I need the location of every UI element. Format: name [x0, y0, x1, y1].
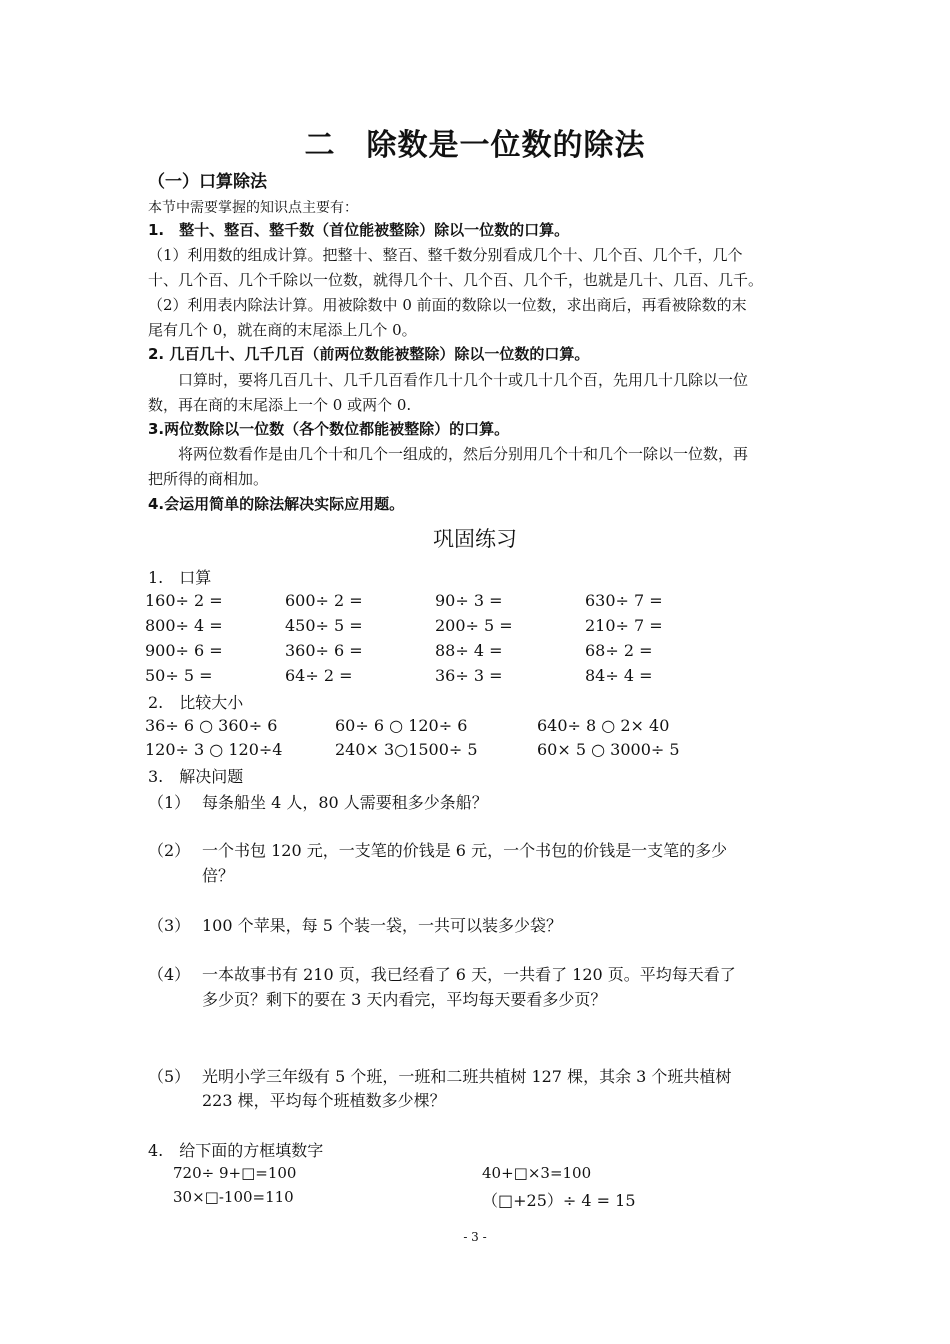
q3-item-text: 100 个苹果，每 5 个装一袋，一共可以装多少袋？	[202, 916, 562, 935]
q1-item: 360÷ 6 =	[285, 641, 363, 660]
point-1-line-1: （1）利用数的组成计算。把整十、整百、整千数分别看成几个十、几个百、几个千，几个	[148, 246, 743, 264]
q1-item: 64÷ 2 =	[285, 666, 353, 685]
q3-item-number: （2）	[148, 841, 191, 860]
q3-item-text: 223 棵，平均每个班植数多少棵？	[202, 1091, 446, 1110]
q4-item: 720÷ 9+□=100	[173, 1164, 297, 1182]
q2-item: 60× 5 ○ 3000÷ 5	[537, 740, 680, 759]
point-1-line-3: （2）利用表内除法计算。用被除数中 0 前面的数除以一位数，求出商后，再看被除数的末	[148, 296, 747, 314]
q1-item: 68÷ 2 =	[585, 641, 653, 660]
practice-subtitle: 巩固练习	[433, 527, 517, 551]
q4-item: 30×□-100=110	[173, 1188, 294, 1206]
q3-item-text: 倍？	[202, 866, 235, 885]
q1-item: 50÷ 5 =	[145, 666, 213, 685]
q1-item: 450÷ 5 =	[285, 616, 363, 635]
q3-item-text: 一个书包 120 元，一支笔的价钱是 6 元，一个书包的价钱是一支笔的多少	[202, 841, 728, 860]
q2-item: 240× 3○1500÷ 5	[335, 740, 478, 759]
q3-item-number: （3）	[148, 916, 191, 935]
point-1-line-4: 尾有几个 0，就在商的末尾添上几个 0。	[148, 321, 417, 339]
point-3-line-1: 将两位数看作是由几个十和几个一组成的，然后分别用几个十和几个一除以一位数，再	[178, 445, 749, 463]
q1-item: 600÷ 2 =	[285, 591, 363, 610]
q2-item: 60÷ 6 ○ 120÷ 6	[335, 716, 468, 735]
q1-label: 1. 口算	[148, 568, 212, 587]
section-heading: （一）口算除法	[148, 172, 267, 192]
q3-label: 3. 解决问题	[148, 767, 244, 786]
q1-item: 900÷ 6 =	[145, 641, 223, 660]
intro-text: 本节中需要掌握的知识点主要有：	[148, 200, 358, 216]
q4-item: 40+□×3=100	[482, 1164, 592, 1182]
q1-item: 88÷ 4 =	[435, 641, 503, 660]
q2-item: 120÷ 3 ○ 120÷4	[145, 740, 283, 759]
point-2-line-1: 口算时，要将几百几十、几千几百看作几十几个十或几十几个百，先用几十几除以一位	[178, 371, 749, 389]
q4-label: 4. 给下面的方框填数字	[148, 1141, 324, 1160]
q2-label: 2. 比较大小	[148, 693, 244, 712]
q3-item-text: 一本故事书有 210 页，我已经看了 6 天，一共看了 120 页。平均每天看了	[202, 965, 736, 984]
q3-item-text: 每条船坐 4 人，80 人需要租多少条船？	[202, 793, 488, 812]
q3-item-text: 光明小学三年级有 5 个班，一班和二班共植树 127 棵，其余 3 个班共植树	[202, 1067, 732, 1086]
q1-item: 200÷ 5 =	[435, 616, 513, 635]
point-1-heading: 1. 整十、整百、整千数（首位能被整除）除以一位数的口算。	[148, 221, 570, 239]
point-3-line-2: 把所得的商相加。	[148, 470, 269, 488]
point-3-heading: 3.两位数除以一位数（各个数位都能被整除）的口算。	[148, 420, 510, 438]
page-title: 二 除数是一位数的除法	[304, 128, 646, 163]
point-2-heading: 2. 几百几十、几千几百（前两位数能被整除）除以一位数的口算。	[148, 345, 590, 363]
q1-item: 84÷ 4 =	[585, 666, 653, 685]
q1-item: 210÷ 7 =	[585, 616, 663, 635]
point-2-line-2: 数，再在商的末尾添上一个 0 或两个 0.	[148, 396, 412, 414]
q1-item: 630÷ 7 =	[585, 591, 663, 610]
q2-item: 36÷ 6 ○ 360÷ 6	[145, 716, 278, 735]
q2-item: 640÷ 8 ○ 2× 40	[537, 716, 670, 735]
q1-item: 36÷ 3 =	[435, 666, 503, 685]
q1-item: 800÷ 4 =	[145, 616, 223, 635]
q3-item-number: （4）	[148, 965, 191, 984]
q1-item: 90÷ 3 =	[435, 591, 503, 610]
page-number: - 3 -	[463, 1230, 487, 1244]
point-1-line-2: 十、几个百、几个千除以一位数，就得几个十、几个百、几个千，也就是几十、几百、几千。	[148, 271, 764, 289]
q3-item-text: 多少页？剩下的要在 3 天内看完，平均每天要看多少页？	[202, 990, 607, 1009]
q4-item: （□+25）÷ 4 = 15	[482, 1191, 636, 1210]
q3-item-number: （5）	[148, 1067, 191, 1086]
point-4-heading: 4.会运用简单的除法解决实际应用题。	[148, 495, 405, 513]
q1-item: 160÷ 2 =	[145, 591, 223, 610]
q3-item-number: （1）	[148, 793, 191, 812]
